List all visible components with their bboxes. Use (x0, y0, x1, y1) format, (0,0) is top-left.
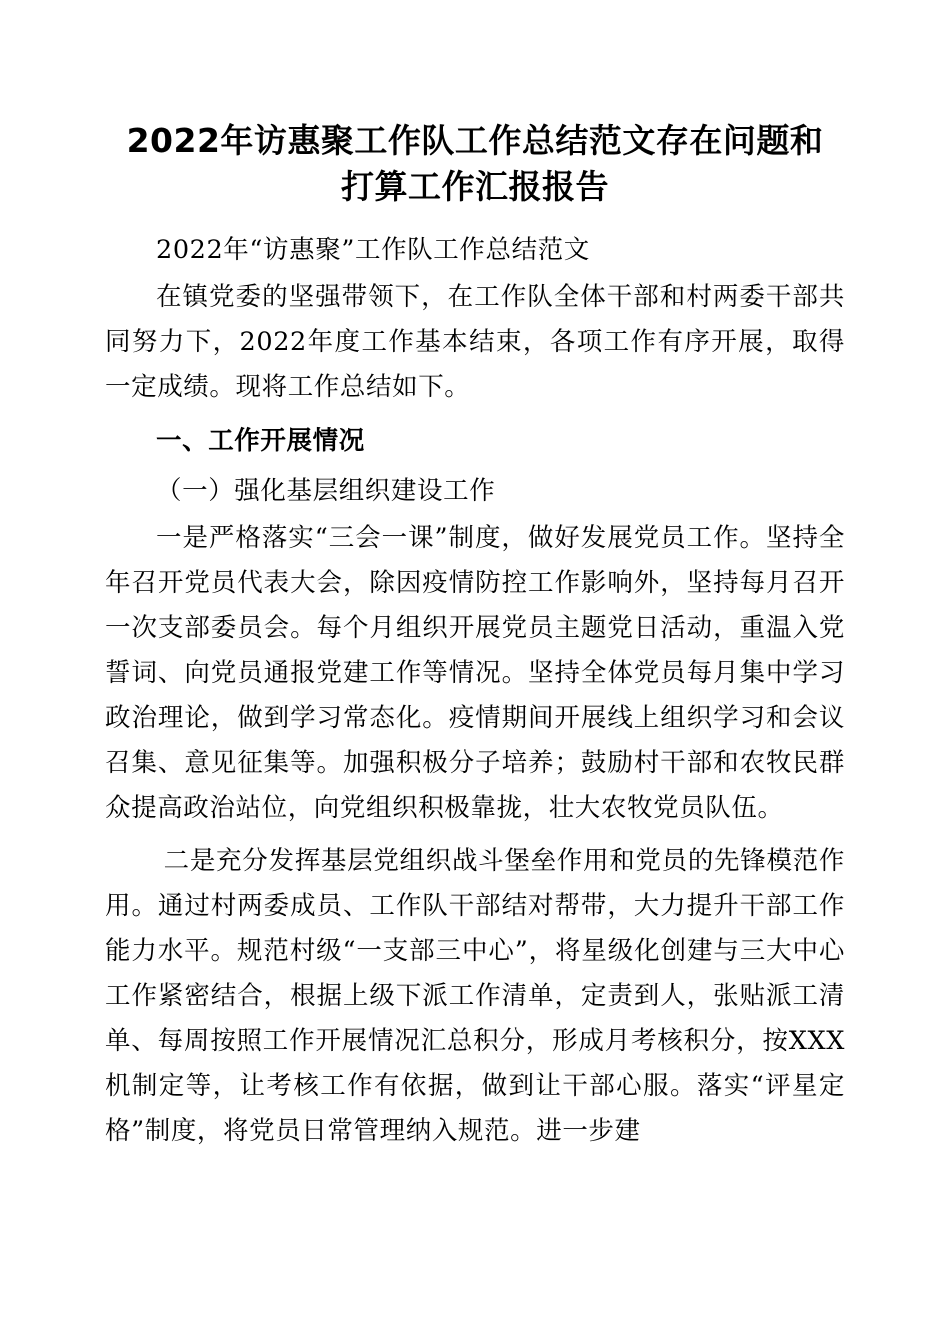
page-title: 2022年访惠聚工作队工作总结范文存在问题和打算工作汇报报告 (126, 121, 824, 206)
section-heading-1: 一、工作开展情况 (156, 426, 365, 456)
intro-paragraph: 在镇党委的坚强带领下，在工作队全体干部和村两委干部共同努力下，2022年度工作基本结束，各项工作有序开展，取得一定成绩。现将工作总结如下。 (105, 282, 845, 402)
body-paragraph-1: 一是严格落实“三会一课”制度，做好发展党员工作。坚持全年召开党员代表大会，除因疫情防控工作影响外，坚持每月召开一次支部委员会。每个月组织开展党员主题党日活动，重温入党誓词、向党员通报党建工作等情况。坚持全体党员每月集中学习政治理论，做到学习常态化。疫情期间开展线上组织学习和会议召集、意见征集等。加强积极分子培养；鼓励村干部和农牧民群众提高政治站位，向党组织积极靠拢，壮大农牧党员队伍。 (105, 523, 845, 823)
section-heading-2: （一）强化基层组织建设工作 (156, 476, 496, 506)
body-paragraph-2: 二是充分发挥基层党组织战斗堡垒作用和党员的先锋模范作用。通过村两委成员、工作队干部结对帮带，大力提升干部工作能力水平。规范村级“一支部三中心”，将星级化创建与三大中心工作紧密结合，根据上级下派工作清单，定责到人，张贴派工清单、每周按照工作开展情况汇总积分，形成月考核积分，按XXX机制定等，让考核工作有依据，做到让干部心服。落实“评星定格”制度，将党员日常管理纳入规范。进一步建 (105, 846, 845, 1146)
document-subtitle: 2022年“访惠聚”工作队工作总结范文 (156, 235, 590, 265)
